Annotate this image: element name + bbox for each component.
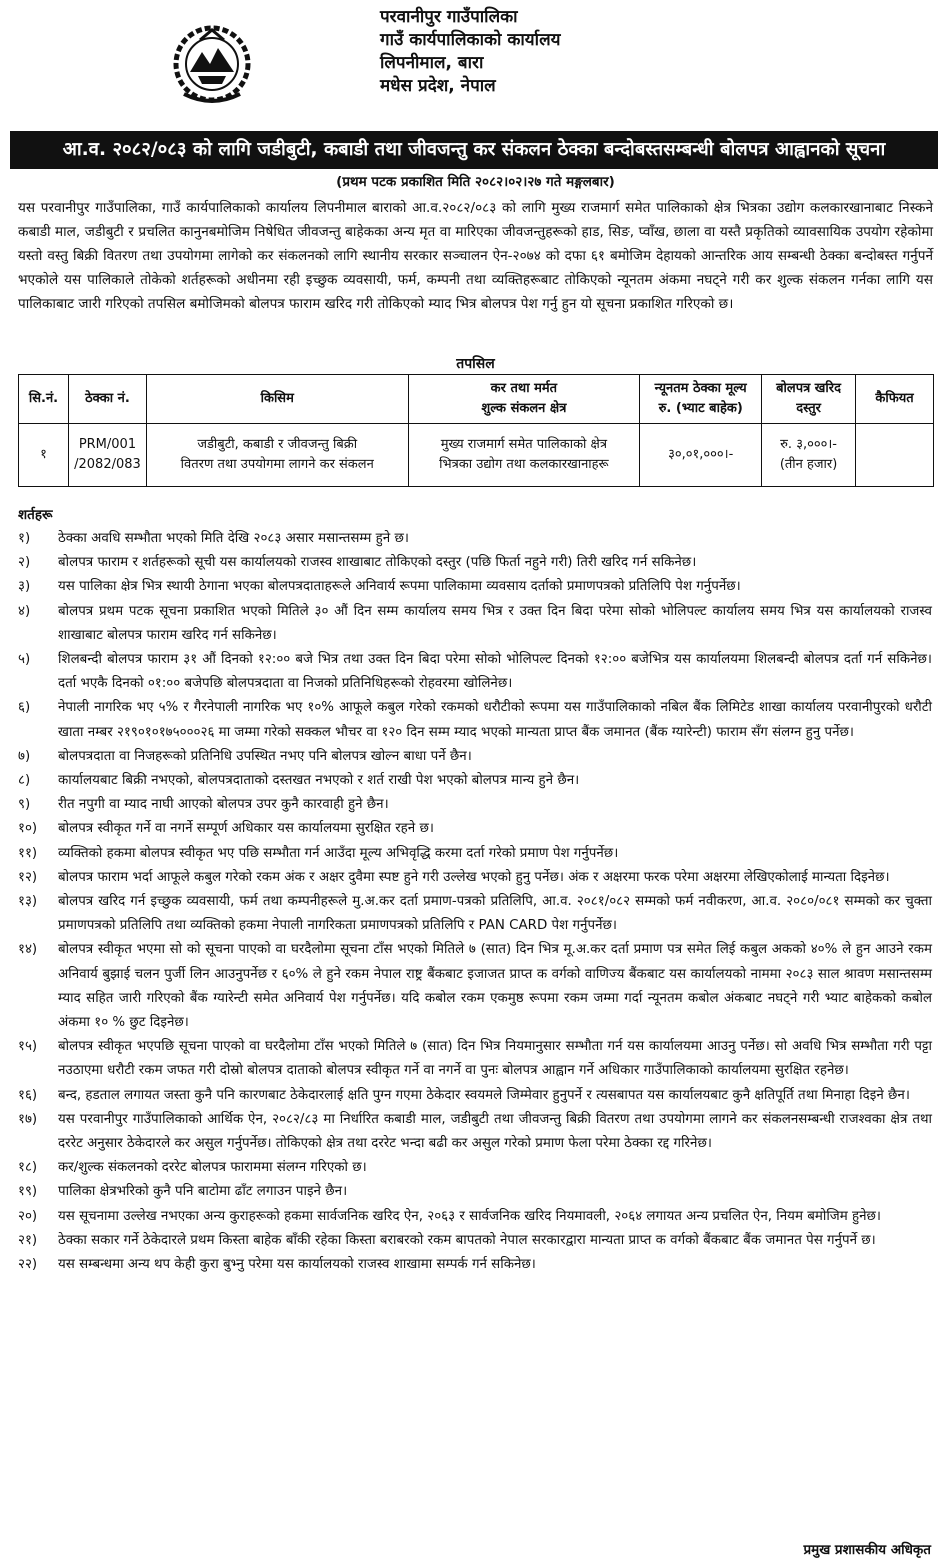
- term-number: ६): [18, 700, 31, 716]
- term-number: १५): [18, 1039, 38, 1055]
- cell-type: [146, 424, 408, 487]
- cell-min-amount: ३०,०१,०००।-: [640, 424, 762, 487]
- term-text: पालिका क्षेत्रभरिको कुनै पनि बाटोमा ढाँट लगाउन पाइने छैन।: [58, 1184, 348, 1200]
- terms-heading: शर्तहरू: [18, 507, 53, 523]
- term-text: यस सूचनामा उल्लेख नभएका अन्य कुराहरूको हकमा सार्वजनिक खरिद ऐन, २०६३ र सार्वजनिक खरिद नियमावली, २०६४ लगायत अन्य प्रचलित ऐन, नियम बमोजिम हुनेछ।: [58, 1208, 882, 1224]
- term-text: बोलपत्र स्वीकृत गर्ने वा नगर्ने सम्पूर्ण अधिकार यस कार्यालयमा सुरक्षित रहने छ।: [58, 821, 434, 837]
- header-area-line2: शुल्क संकलन क्षेत्र: [481, 401, 567, 416]
- header-remarks: कैफियत: [856, 375, 934, 424]
- list-item: [18, 842, 932, 866]
- notice-title: आ.व. २०८२/०८३ को लागि जडीबुटी, कबाडी तथा जीवजन्तु कर संकलन ठेक्का बन्दोबस्तसम्बन्धी बोलपत्र आह्वानको सूचना: [10, 131, 938, 169]
- list-item: [18, 648, 932, 696]
- cell-fee-line2: (तीन हजार): [779, 457, 838, 472]
- table-header-row: [19, 375, 934, 424]
- contract-table: [18, 374, 934, 487]
- term-text: बोलपत्रदाता वा निजहरूको प्रतिनिधि उपस्थित नभए पनि बोलपत्र खोल्न बाधा पर्ने छैन।: [58, 748, 472, 764]
- header-min-amount-line1: न्यूनतम ठेक्का मूल्य: [654, 381, 747, 396]
- list-item: [18, 551, 932, 575]
- cell-contract-no: [68, 424, 146, 487]
- list-item: [18, 1253, 932, 1277]
- term-number: ४): [18, 603, 31, 619]
- header-fee: [762, 375, 856, 424]
- header-type: किसिम: [146, 375, 408, 424]
- list-item: [18, 1108, 932, 1156]
- list-item: [18, 696, 932, 744]
- term-text: ठेक्का अवधि सम्भौता भएको मिति देखि २०८३ असार मसान्तसम्म हुने छ।: [58, 531, 409, 546]
- list-item: [18, 745, 932, 769]
- header-min-amount-line2: रु. (भ्याट बाहेक): [658, 401, 743, 416]
- cell-type-line1: जडीबुटी, कबाडी र जीवजन्तु बिक्री: [197, 437, 358, 452]
- org-name: परवानीपुर गाउँपालिका: [380, 7, 518, 27]
- term-number: २२): [18, 1257, 38, 1273]
- list-item: [18, 769, 932, 793]
- list-item: [18, 793, 932, 817]
- term-number: १२): [18, 869, 38, 885]
- cell-area-line2: भित्रका उद्योग तथा कलकारखानाहरू: [439, 457, 609, 472]
- cell-remarks: [856, 424, 934, 487]
- header-min-amount: [640, 375, 762, 424]
- header-contract-no: ठेक्का नं.: [68, 375, 146, 424]
- term-text: बोलपत्र स्वीकृत भएमा सो को सूचना पाएको वा घरदैलोमा सूचना टाँस भएको मितिले ७ (सात) दिन भित्र मू.अ.कर दर्ता प्रमाण पत्र समेत लिई कबुल अकको ४०% ले हुन आउने रकम अनिवार्य बुझाई चलन पुर्जी लिन आउनुपर्नेछ र ६०% ले हुने रकम नेपाल राष्ट्र बैंकबाट इजाजत प्राप्त क वर्गको वाणिज्य बैंकबाट यस कार्यालयको नाममा २०८३ साल श्रावण मसान्तसम्म म्याद सहित जारी गरिएको बैंक ग्यारेन्टी समेत अनिवार्य पेश गर्नुपर्नेछ। यदि कबोल रकम एकमुष्ठ रूपमा रकम जम्मा गर्दा न्यूनतम कबोल अंकबाट नघट्ने गरी भ्याट बाहेकको कबोल अंकमा १० % छुट दिइनेछ।: [58, 942, 932, 1031]
- terms-list: [18, 527, 932, 1277]
- cell-fee-line1: रु. ३,०००।-: [780, 437, 837, 452]
- term-text: रीत नपुगी वा म्याद नाघी आएको बोलपत्र उपर कुनै कारवाही हुने छैन।: [58, 797, 389, 813]
- schedule-heading: तपसिल: [456, 356, 495, 372]
- term-number: ५): [18, 652, 31, 668]
- letterhead: [0, 0, 951, 130]
- term-number: १३): [18, 894, 38, 910]
- list-item: [18, 575, 932, 599]
- list-item: [18, 527, 932, 551]
- header-area-line1: कर तथा मर्मत: [490, 381, 558, 396]
- table-row: [19, 424, 934, 487]
- cell-area-line1: मुख्य राजमार्ग समेत पालिकाको क्षेत्र: [440, 437, 608, 452]
- term-number: १९): [18, 1184, 38, 1200]
- published-date: (प्रथम पटक प्रकाशित मिति २०८२।०२।२७ गते मङ्गलबार): [336, 174, 615, 190]
- term-number: १७): [18, 1111, 38, 1127]
- term-number: ३): [18, 579, 31, 595]
- term-text: यस परवानीपुर गाउँपालिकाको आर्थिक ऐन, २०८२/८३ मा निर्धारित कबाडी माल, जडीबुटी तथा जीवजन्तु बिक्री वितरण तथा उपयोगमा लागने कर संकलनसम्बन्धी राजश्वका क्षेत्र तथा दररेट अनुसार ठेकेदारले कर असुल गर्नुपर्नेछ। तोकिएको क्षेत्र तथा दररेट भन्दा बढी कर असुल गरेको प्रमाण फेला परेमा ठेक्का रद्द गरिनेछ।: [58, 1111, 932, 1152]
- term-text: कर/शुल्क संकलनको दररेट बोलपत्र फाराममा संलग्न गरिएको छ।: [58, 1160, 367, 1176]
- nepal-emblem-icon: [170, 22, 254, 112]
- term-number: २१): [18, 1232, 38, 1248]
- term-text: बन्द, हडताल लगायत जस्ता कुनै पनि कारणबाट ठेकेदारलाई क्षति पुग्न गएमा ठेकेदार स्वयमले जिम्मेवार हुनुपर्ने र त्यसबापत यस कार्यालयबाट कुनै क्षतिपूर्ति तथा मिनाहा दिइने छैन।: [58, 1087, 910, 1103]
- list-item: [18, 1229, 932, 1253]
- term-number: २०): [18, 1208, 38, 1224]
- header-sn: सि.नं.: [19, 375, 69, 424]
- header-fee-line1: बोलपत्र खरिद: [776, 381, 842, 396]
- term-text: व्यक्तिको हकमा बोलपत्र स्वीकृत भए पछि सम्भौता गर्न आउँदा मूल्य अभिवृद्धि करमा दर्ता गरेको प्रमाण पेश गर्नुपर्नेछ।: [58, 845, 619, 861]
- term-text: नेपाली नागरिक भए ५% र गैरनेपाली नागरिक भए १०% आफूले कबुल गरेको रकमको धरौटीको रूपमा यस गाउँपालिकाको नबिल बैंक लिमिटेड शाखा कार्यालय परवानीपुरको धरौटी खाता नम्बर २१९०१०१७५०००२६ मा जम्मा गरेको सक्कल भौचर वा १२० दिन सम्म म्याद भएको मान्यता प्राप्त बैंक जमानत (बैंक ग्यारेन्टी) फाराम सँग संलग्न हुनु पर्नेछ।: [58, 700, 932, 740]
- term-text: शिलबन्दी बोलपत्र फाराम ३१ औं दिनको १२:०० बजे भित्र तथा उक्त दिन बिदा परेमा सोको भोलिपल्ट दिनको १२:०० बजेभित्र यस कार्यालयमा शिलबन्दी बोलपत्र दर्ता गर्न सकिनेछ। दर्ता भएकै दिनको ०१:०० बजेपछि बोलपत्रदाता वा निजको प्रतिनिधिहरूको रोहवरमा खोलिनेछ।: [58, 652, 932, 692]
- term-text: बोलपत्र प्रथम पटक सूचना प्रकाशित भएको मितिले ३० औं दिन सम्म कार्यालय समय भित्र र उक्त दिन बिदा परेमा सोको भोलिपल्ट कार्यालय समय भित्र यस कार्यालयको राजस्व शाखाबाट बोलपत्र फाराम खरिद गर्न सकिनेछ।: [58, 603, 932, 643]
- list-item: [18, 817, 932, 841]
- term-text: बोलपत्र खरिद गर्न इच्छुक व्यवसायी, फर्म तथा कम्पनीहरूले मु.अ.कर दर्ता प्रमाण-पत्रको प्रतिलिपि, आ.व. २०८१/०८२ सम्मको फर्म नवीकरण, आ.व. २०८०/०८१ सम्मको कर चुक्ता प्रमाणपत्रको प्रतिलिपि तथा व्यक्तिको हकमा नेपाली नागरिकता प्रमाणपत्रको प्रतिलिपि र PAN CARD पेश गर्नुपर्नेछ।: [58, 894, 932, 934]
- list-item: [18, 1156, 932, 1180]
- list-item: [18, 1205, 932, 1229]
- term-number: १८): [18, 1160, 38, 1176]
- term-number: २): [18, 555, 31, 571]
- cell-sn: १: [19, 424, 69, 487]
- office-location: लिपनीमाल, बारा: [380, 53, 484, 73]
- term-text: बोलपत्र स्वीकृत भएपछि सूचना पाएको वा घरदैलोमा टाँस भएको मितिले ७ (सात) दिन भित्र नियमानुसार सम्भौता गर्न यस कार्यालयमा आउनु पर्नेछ। सो अवधि भित्र सम्भौता गरी पट्टा नउठाएमा धरौटी रकम जफत गरी दोस्रो बोलपत्र दाताको बोलपत्र स्वीकृत गर्ने वा नगर्ने वा पुनः बोलपत्र आह्वान गर्ने अधिकार गाउँपालिकाको कार्यालयमा सुरक्षित रहनेछ।: [58, 1039, 932, 1079]
- cell-fee: [762, 424, 856, 487]
- term-text: यस सम्बन्धमा अन्य थप केही कुरा बुभ्नु परेमा यस कार्यालयको राजस्व शाखामा सम्पर्क गर्न सकिनेछ।: [58, 1257, 536, 1273]
- header-fee-line2: दस्तुर: [796, 401, 821, 416]
- term-number: १): [18, 531, 31, 546]
- list-item: [18, 866, 932, 890]
- office-name: गाउँ कार्यपालिकाको कार्यालय: [380, 30, 561, 50]
- intro-paragraph: यस परवानीपुर गाउँपालिका, गाउँ कार्यपालिकाको कार्यालय लिपनीमाल बाराको आ.व.२०८२/०८३ को लागि मुख्य राजमार्ग समेत पालिकाको क्षेत्र भित्रका उद्योग कलकारखानाबाट निस्कने कबाडी माल, जडीबुटी र प्रचलित कानुनबमोजिम निषेधित जीवजन्तु बाहेकका अन्य मृत वा मारिएका जीवजन्तुहरूको हाड, सिङ, प्वाँख, छाला वा यस्तै प्रकृतिको व्यावसायिक उपयोग रहेकोमा यस्तो वस्तु बिक्री वितरण तथा उपयोगमा लागेको कर संकलनको लागि स्थानीय सरकार सञ्चालन ऐन-२०७४ को दफा ६१ बमोजिम देहायको आन्तरिक आय सम्बन्धी ठेक्का बन्दोबस्त गर्नुपर्ने भएकोले यस पालिकाले तोकेको शर्तहरूको अधीनमा रही इच्छुक व्यवसायी, फर्म, कम्पनी तथा व्यक्तिहरूबाट तोकिएको न्यूनतम अंकमा नघट्ने गरी कर शुल्क संकलन गर्नका लागि यस पालिकाबाट जारी गरिएको तपसिल बमोजिमको बोलपत्र फाराम खरिद गरी तोकिएको म्याद भित्र बोलपत्र पेश गर्नु हुन यो सूचना प्रकाशित गरिएको छ।: [18, 200, 933, 312]
- cell-contract-no-line1: PRM/001: [78, 437, 137, 452]
- term-number: ८): [18, 773, 31, 789]
- list-item: [18, 890, 932, 938]
- office-province: मधेस प्रदेश, नेपाल: [380, 76, 496, 96]
- signature: प्रमुख प्रशासकीय अधिकृत: [803, 1542, 931, 1558]
- list-item: [18, 600, 932, 648]
- term-number: १४): [18, 942, 38, 958]
- term-number: १६): [18, 1087, 38, 1103]
- term-text: बोलपत्र फाराम भर्दा आफूले कबुल गरेको रकम अंक र अक्षर दुवैमा स्पष्ट हुने गरी उल्लेख भएको हुनु पर्नेछ। अंक र अक्षरमा फरक परेमा अक्षरमा लेखिएकोलाई मान्यता दिइनेछ।: [58, 869, 890, 885]
- cell-contract-no-line2: /2082/083: [74, 457, 141, 472]
- list-item: [18, 1180, 932, 1204]
- cell-type-line2: वितरण तथा उपयोगमा लागने कर संकलन: [180, 457, 374, 472]
- list-item: [18, 1035, 932, 1083]
- term-number: ११): [18, 845, 38, 861]
- list-item: [18, 938, 932, 1035]
- term-text: कार्यालयबाट बिक्री नभएको, बोलपत्रदाताको दस्तखत नभएको र शर्त राखी पेश भएको बोलपत्र मान्य हुने छैन।: [58, 773, 580, 789]
- term-text: बोलपत्र फाराम र शर्तहरूको सूची यस कार्यालयको राजस्व शाखाबाट तोकिएको दस्तुर (पछि फिर्ता नहुने गरी) तिरी खरिद गर्न सकिनेछ।: [58, 555, 697, 571]
- list-item: [18, 1084, 932, 1108]
- header-area: [408, 375, 640, 424]
- term-text: ठेक्का सकार गर्ने ठेकेदारले प्रथम किस्ता बाहेक बाँकी रहेका किस्ता बराबरको रकम बापतको नेपाल सरकारद्वारा मान्यता प्राप्त क वर्गको बैंकबाट बैंक जमानत पेस गर्नुपर्ने छ।: [58, 1232, 876, 1248]
- term-number: ९): [18, 797, 31, 813]
- term-number: ७): [18, 748, 31, 764]
- term-text: यस पालिका क्षेत्र भित्र स्थायी ठेगाना भएका बोलपत्रदाताहरूले अनिवार्य रूपमा पालिकामा व्यवसाय दर्ताको प्रमाणपत्रको प्रतिलिपि पेश गर्नुपर्नेछ।: [58, 579, 741, 595]
- term-number: १०): [18, 821, 38, 837]
- cell-area: [408, 424, 640, 487]
